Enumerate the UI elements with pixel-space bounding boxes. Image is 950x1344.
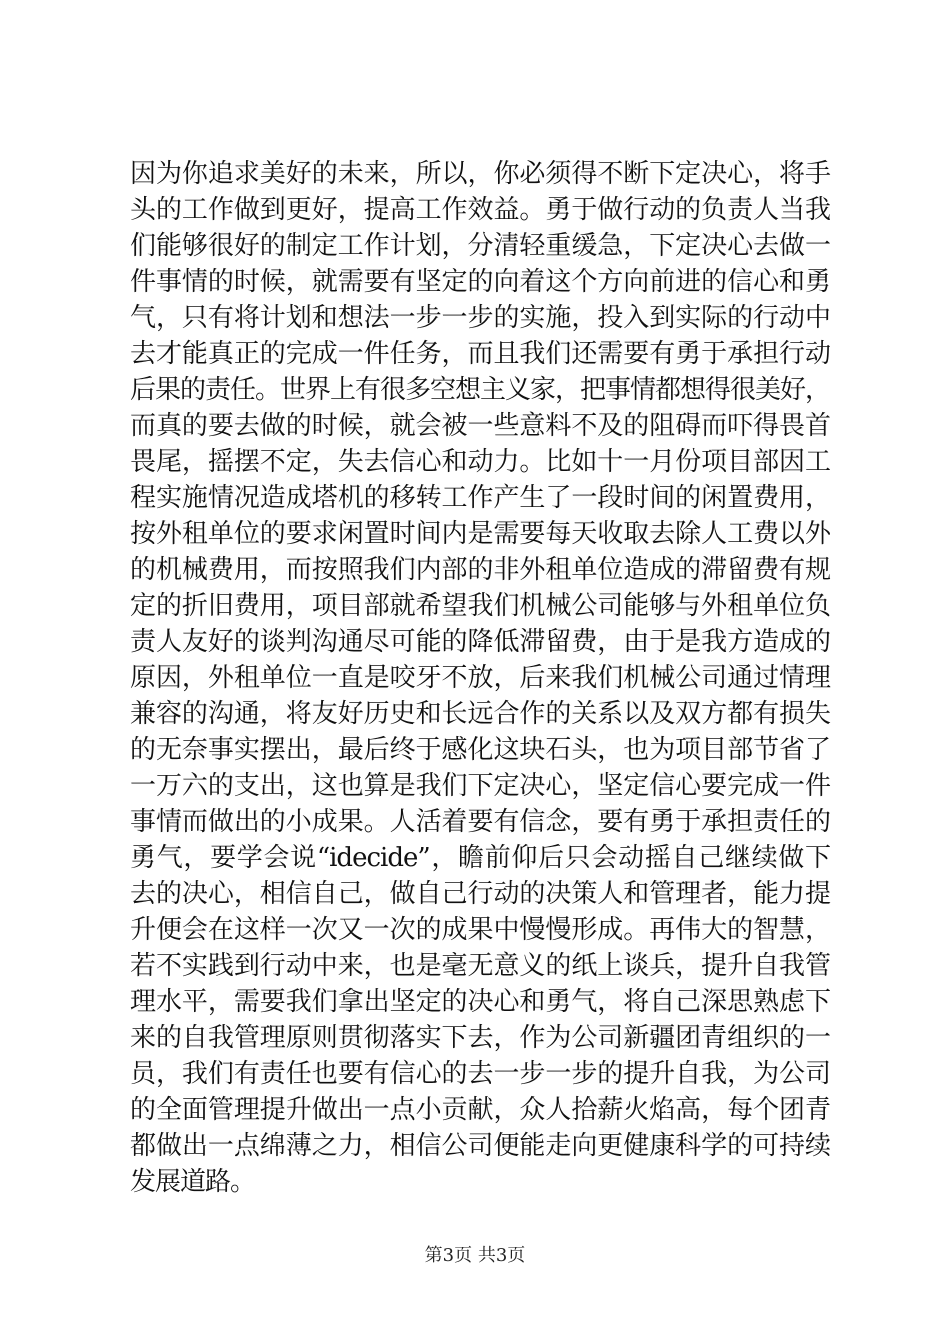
- text-line: 理水平，需要我们拿出坚定的决心和勇气，将自己深思熟虑下: [130, 987, 830, 1017]
- text-line: 头的工作做到更好，提高工作效益。勇于做行动的负责人当我: [130, 195, 830, 225]
- text-line: 发展道路。: [130, 1167, 256, 1197]
- text-line: 畏尾，摇摆不定，失去信心和动力。比如十一月份项目部因工: [130, 447, 830, 477]
- text-line: 的机械费用，而按照我们内部的非外租单位造成的滞留费有规: [130, 555, 830, 585]
- text-line: 一万六的支出，这也算是我们下定决心，坚定信心要完成一件: [130, 771, 830, 801]
- text-line: 因为你追求美好的未来，所以，你必须得不断下定决心，将手: [130, 159, 830, 189]
- text-line: 去才能真正的完成一件任务，而且我们还需要有勇于承担行动: [130, 339, 830, 369]
- body-paragraph: [130, 156, 830, 1200]
- text-line: 而真的要去做的时候，就会被一些意料不及的阻碍而吓得畏首: [130, 411, 830, 441]
- text-line: 都做出一点绵薄之力，相信公司便能走向更健康科学的可持续: [130, 1131, 830, 1161]
- text-line: 程实施情况造成塔机的移转工作产生了一段时间的闲置费用，: [130, 483, 830, 513]
- text-line: 员，我们有责任也要有信心的去一步一步的提升自我，为公司: [130, 1059, 830, 1089]
- text-line: 们能够很好的制定工作计划，分清轻重缓急，下定决心去做一: [130, 231, 830, 261]
- text-line: 责人友好的谈判沟通尽可能的降低滞留费，由于是我方造成的: [130, 627, 830, 657]
- text-line: 升便会在这样一次又一次的成果中慢慢形成。再伟大的智慧，: [130, 915, 830, 945]
- page-number-footer: 第3页 共3页: [424, 1245, 526, 1266]
- text-line: 兼容的沟通，将友好历史和长远合作的关系以及双方都有损失: [130, 699, 830, 729]
- text-line: 事情而做出的小成果。人活着要有信念，要有勇于承担责任的: [130, 807, 830, 837]
- text-line: 勇气，要学会说“idecide”，瞻前仰后只会动摇自己继续做下: [130, 843, 830, 873]
- text-line: 后果的责任。世界上有很多空想主义家，把事情都想得很美好，: [130, 375, 831, 405]
- text-line: 来的自我管理原则贯彻落实下去，作为公司新疆团青组织的一: [130, 1023, 830, 1053]
- text-line: 件事情的时候，就需要有坚定的向着这个方向前进的信心和勇: [130, 267, 830, 297]
- text-line: 去的决心，相信自己，做自己行动的决策人和管理者，能力提: [130, 879, 830, 909]
- text-line: 的全面管理提升做出一点小贡献，众人拾薪火焰高，每个团青: [130, 1095, 830, 1125]
- text-line: 气，只有将计划和想法一步一步的实施，投入到实际的行动中: [130, 303, 830, 333]
- text-line: 的无奈事实摆出，最后终于感化这块石头，也为项目部节省了: [130, 735, 830, 765]
- text-line: 定的折旧费用，项目部就希望我们机械公司能够与外租单位负: [130, 591, 830, 621]
- text-line: 按外租单位的要求闲置时间内是需要每天收取去除人工费以外: [130, 519, 830, 549]
- text-line: 原因，外租单位一直是咬牙不放，后来我们机械公司通过情理: [130, 663, 830, 693]
- text-line: 若不实践到行动中来，也是毫无意义的纸上谈兵，提升自我管: [130, 951, 830, 981]
